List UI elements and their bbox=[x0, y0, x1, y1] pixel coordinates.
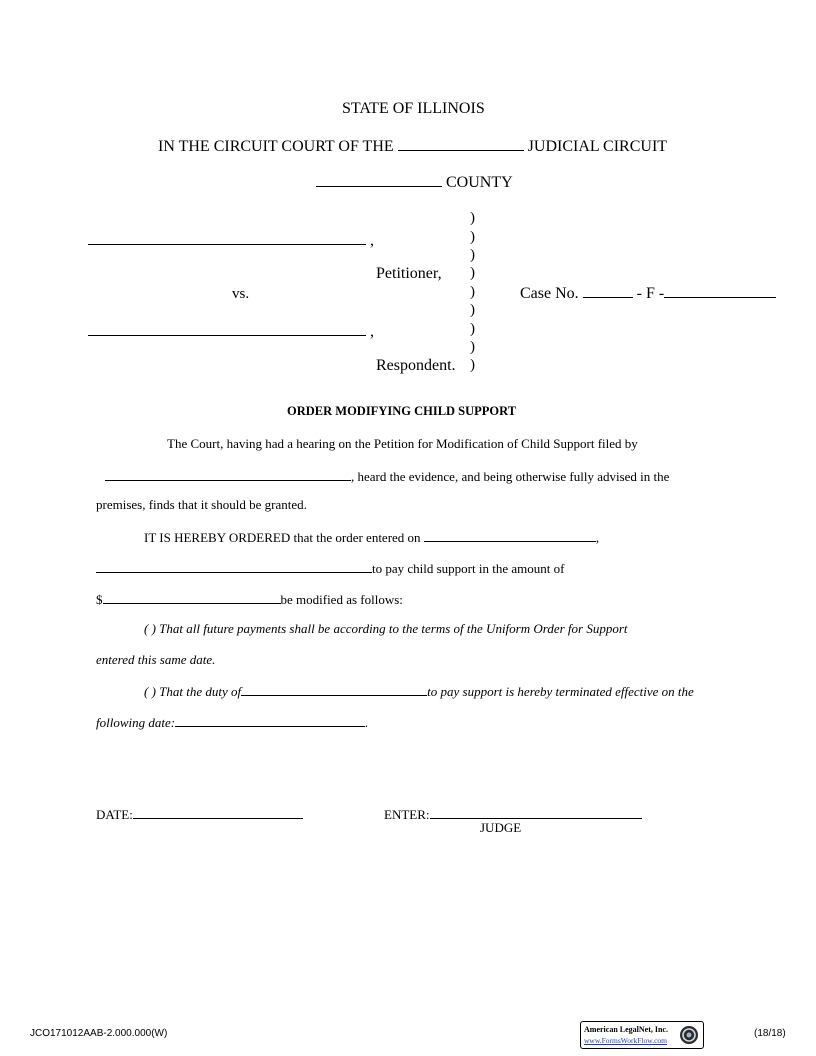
order-line-1: The Court, having had a hearing on the Petition for Modification of Child Support filed by bbox=[167, 436, 638, 451]
caption-paren: ) bbox=[470, 321, 475, 337]
caption-paren: ) bbox=[470, 357, 475, 373]
option-2-text-post: to pay support is hereby terminated effective on the bbox=[427, 684, 694, 699]
court-suffix: JUDICIAL CIRCUIT bbox=[527, 138, 668, 155]
respondent-comma: , bbox=[370, 323, 374, 340]
order-title: ORDER MODIFYING CHILD SUPPORT bbox=[287, 404, 517, 418]
order-line-3: premises, finds that it should be granted. bbox=[96, 497, 307, 512]
order-line-4-text: IT IS HEREBY ORDERED that the order entered on bbox=[144, 530, 421, 545]
option-2-line-1 bbox=[144, 682, 694, 700]
petitioner-name-line bbox=[88, 231, 374, 250]
respondent-label: Respondent. bbox=[376, 357, 456, 374]
order-line-2-text: , heard the evidence, and being otherwise fully advised in the bbox=[351, 469, 670, 484]
caption-paren: ) bbox=[470, 247, 475, 263]
amount-blank[interactable] bbox=[103, 590, 281, 604]
option-2-period: . bbox=[365, 715, 369, 730]
dollar-sign: $ bbox=[96, 592, 103, 607]
option-2-text-pre: ( ) That the duty of bbox=[144, 684, 242, 699]
date-label: DATE: bbox=[96, 807, 133, 822]
respondent-name-blank[interactable] bbox=[88, 322, 366, 336]
county-label: COUNTY bbox=[446, 174, 513, 191]
circuit-blank[interactable] bbox=[398, 137, 524, 151]
caption-paren: ) bbox=[470, 210, 475, 226]
duty-party-blank[interactable] bbox=[241, 682, 427, 696]
state-heading: STATE OF ILLINOIS bbox=[342, 100, 485, 117]
county-heading bbox=[316, 173, 513, 192]
respondent-name-line bbox=[88, 322, 374, 341]
court-heading bbox=[158, 137, 667, 156]
date-blank[interactable] bbox=[133, 805, 303, 819]
judge-signature-blank[interactable] bbox=[430, 805, 642, 819]
judge-label: JUDGE bbox=[480, 820, 522, 835]
date-field bbox=[96, 805, 303, 823]
option-1-line-1: ( ) That all future payments shall be according to the terms of the Uniform Order for Support bbox=[144, 621, 628, 636]
case-separator: - F - bbox=[636, 285, 665, 302]
court-prefix: IN THE CIRCUIT COURT OF THE bbox=[158, 138, 394, 155]
county-blank[interactable] bbox=[316, 173, 442, 187]
option-1-line-2: entered this same date. bbox=[96, 652, 216, 667]
order-date-blank[interactable] bbox=[424, 528, 596, 542]
petitioner-name-blank[interactable] bbox=[88, 231, 366, 245]
enter-label: ENTER: bbox=[384, 807, 430, 822]
option-2-line-2 bbox=[96, 713, 368, 731]
petitioner-label: Petitioner, bbox=[376, 265, 442, 282]
order-line-2 bbox=[105, 467, 669, 485]
vs-label: vs. bbox=[232, 286, 250, 302]
obligor-blank[interactable] bbox=[96, 559, 372, 573]
logo-url[interactable]: www.FormsWorkFlow.com bbox=[584, 1036, 668, 1045]
logo-name: American LegalNet, Inc. bbox=[584, 1025, 668, 1034]
page-number: (18/18) bbox=[754, 1028, 786, 1039]
caption-paren: ) bbox=[470, 302, 475, 318]
order-line-4 bbox=[144, 528, 599, 546]
caption-paren: ) bbox=[470, 284, 475, 300]
petitioner-comma: , bbox=[370, 232, 374, 249]
form-id: JCO171012AAB-2.000.000(W) bbox=[30, 1028, 168, 1039]
case-no-label: Case No. bbox=[520, 285, 579, 302]
petition-filer-blank[interactable] bbox=[105, 467, 351, 481]
case-number-blank[interactable] bbox=[664, 284, 776, 298]
order-line-6 bbox=[96, 590, 403, 608]
globe-icon bbox=[679, 1025, 699, 1045]
case-number bbox=[520, 284, 776, 303]
order-line-5-text: to pay child support in the amount of bbox=[372, 561, 565, 576]
order-line-6-text: be modified as follows: bbox=[280, 592, 403, 607]
option-2b-text: following date: bbox=[96, 715, 176, 730]
caption-paren: ) bbox=[470, 229, 475, 245]
caption-paren: ) bbox=[470, 265, 475, 281]
publisher-logo[interactable] bbox=[580, 1021, 704, 1049]
caption-paren: ) bbox=[470, 339, 475, 355]
termination-date-blank[interactable] bbox=[175, 713, 365, 727]
case-year-blank[interactable] bbox=[583, 284, 633, 298]
order-line-4-comma: , bbox=[595, 530, 600, 545]
order-line-5 bbox=[96, 559, 564, 577]
